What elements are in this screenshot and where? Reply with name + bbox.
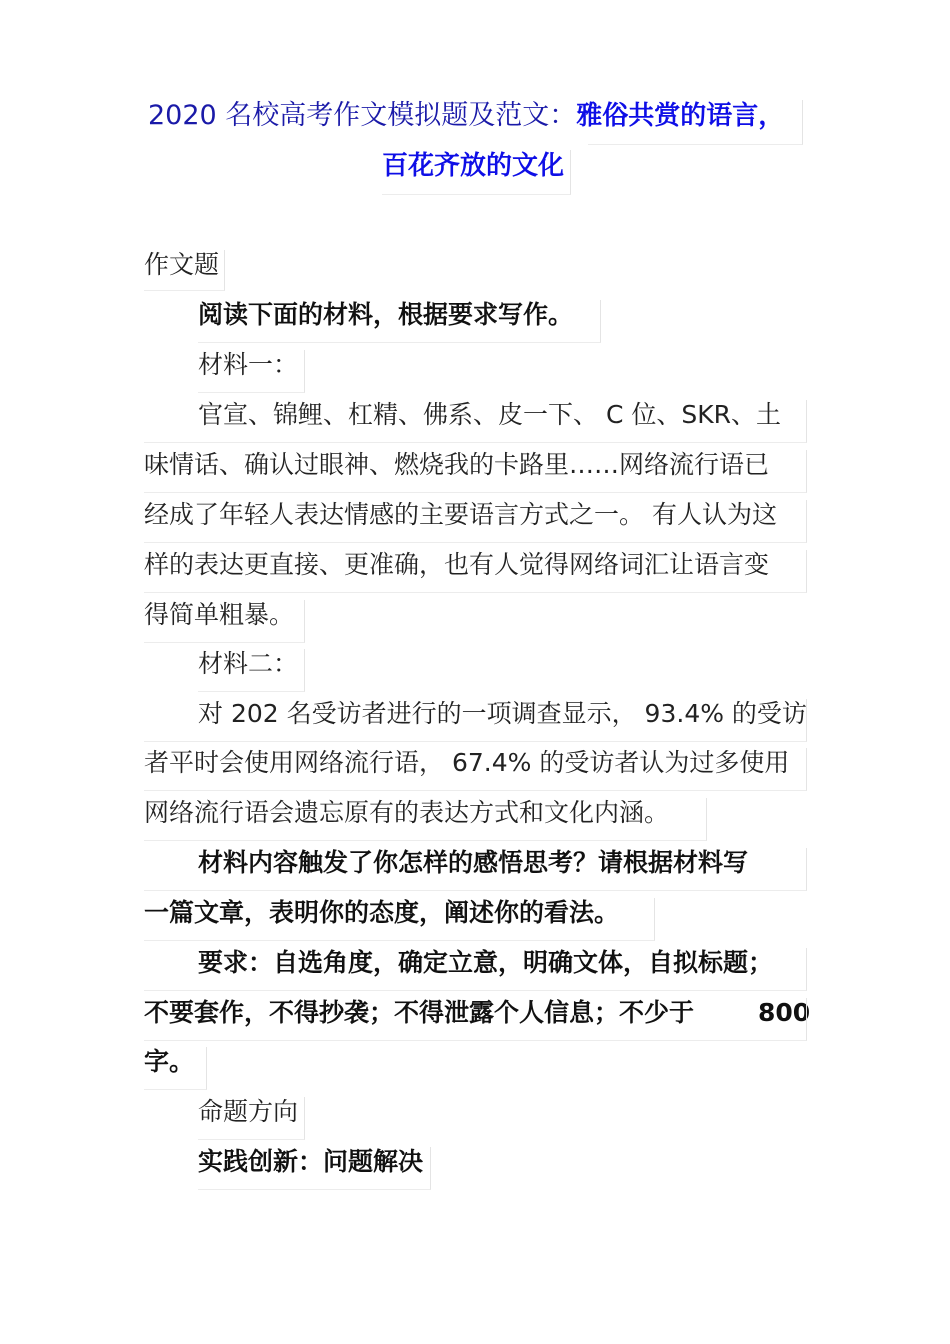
scan-box-mark [144,948,807,991]
material-2-line: 对 202 名受访者进行的一项调查显示， 93.4% 的受访 [198,699,807,728]
material-1-line: 得简单粗暴。 [144,600,295,629]
requirements-line: 不要套作，不得抄袭；不得泄露个人信息；不少于 [144,998,695,1027]
section-heading: 作文题 [144,250,220,279]
scan-box-mark [198,1097,305,1140]
scan-box-mark [144,998,807,1041]
scan-box-mark [198,1147,431,1190]
scan-box-mark [144,699,807,742]
scan-box-mark [144,600,305,643]
material-1-line: 官宣、锦鲤、杠精、佛系、皮一下、 C 位、SKR、土 [198,400,781,429]
prompt-line: 一篇文章，表明你的态度，阐述你的看法。 [144,898,620,927]
requirements-line: 要求：自选角度，确定立意，明确文体，自拟标题； [198,948,774,977]
scan-box-mark [144,400,807,443]
instruction-text: 阅读下面的材料，根据要求写作。 [198,300,574,329]
material-1-line: 经成了年轻人表达情感的主要语言方式之一。 有人认为这 [144,500,777,529]
prompt-line: 材料内容触发了你怎样的感悟思考？请根据材料写 [198,848,749,877]
title-bold-part: 雅俗共赏的语言， [576,101,785,131]
scan-box-mark [144,848,807,891]
scan-box-mark [144,250,225,291]
scan-box-mark [198,649,305,692]
scan-box-mark [198,300,601,343]
material-1-label: 材料一： [198,350,299,379]
scan-box-mark [198,350,305,393]
word-count-number: 800 [758,998,811,1027]
requirements-line: 字。 [144,1047,195,1076]
scan-box-mark [144,550,807,593]
scan-box-mark [588,100,803,145]
material-1-line: 样的表达更直接、更准确，也有人觉得网络词汇让语言变 [144,550,770,579]
scan-box-mark [382,150,571,195]
document-title-line-2: 百花齐放的文化 [382,151,565,181]
scan-box-mark [144,1047,207,1090]
scan-box-mark [144,798,707,841]
direction-value: 实践创新：问题解决 [198,1147,424,1176]
material-2-label: 材料二： [198,649,299,678]
scan-box-mark [144,898,655,941]
material-2-line: 者平时会使用网络流行语， 67.4% 的受访者认为过多使用 [144,748,790,777]
scan-box-mark [144,450,807,493]
material-2-line: 网络流行语会遗忘原有的表达方式和文化内涵。 [144,798,670,827]
material-1-line: 味情话、确认过眼神、燃烧我的卡路里……网络流行语已 [144,450,770,479]
scan-box-mark [144,500,807,543]
scan-box-mark [144,748,807,791]
title-regular-part: 2020 名校高考作文模拟题及范文： [148,100,577,131]
direction-label: 命题方向 [198,1097,299,1126]
